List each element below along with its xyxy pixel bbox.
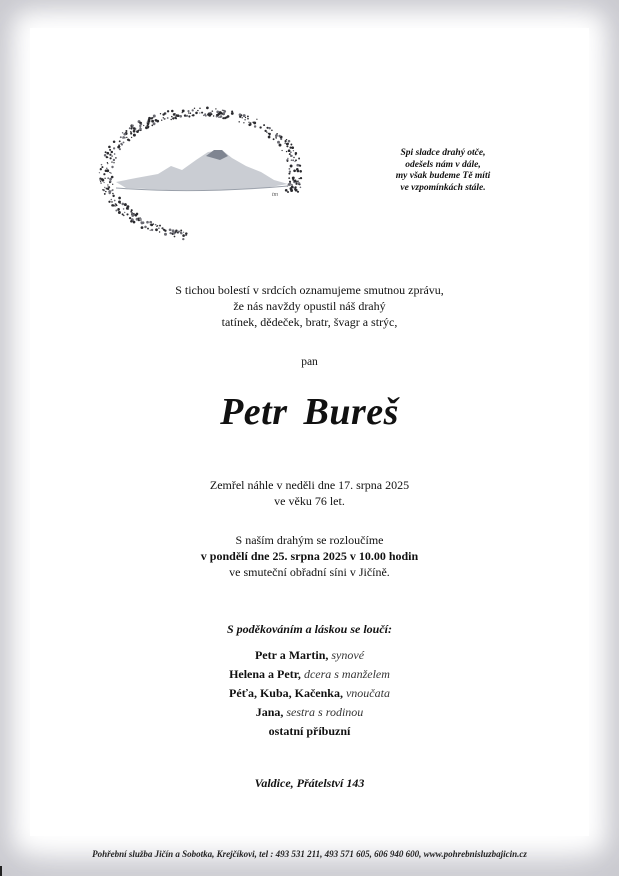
mourner-entry [0,722,619,741]
mourners-list [0,646,619,741]
salutation: pan [301,356,318,368]
announcement-line: S tichou bolestí v srdcích oznamujeme smutnou zprávu, [175,283,444,297]
death-date: Zemřel náhle v neděli dne 17. srpna 2025 [209,478,410,492]
mourner-names: Petr a Martin, [254,648,329,662]
mourner-entry [0,703,619,722]
mourner-relation: synové [331,648,365,662]
announcement-text [0,282,619,330]
mourner-entry [0,684,619,703]
announcement-line: tatínek, dědeček, bratr, švagr a strýc, [221,315,398,329]
mourner-relation: vnoučata [345,686,390,700]
mourner-names: Helena a Petr, [229,667,301,681]
svg-text:tm: tm [272,192,278,198]
poem-line: odešels nám v dále, [405,159,481,170]
funeral-intro: S naším drahým se rozloučíme [235,533,384,547]
first-name: Petr [220,391,288,433]
family-address: Valdice, Přátelství 143 [254,776,365,790]
poem-line: ve vzpomínkách stále. [400,182,486,193]
deceased-name [0,390,619,434]
mourner-relation: dcera s manželem [303,667,390,681]
mourner-entry [0,646,619,665]
landscape-emblem-icon [96,100,326,250]
mourner-relation: sestra s rodinou [286,705,364,719]
age: ve věku 76 let. [274,494,345,508]
funeral-date: v pondělí dne 25. srpna 2025 v 10.00 hodin [200,549,419,563]
other-relatives: ostatní příbuzní [268,724,351,738]
edge-mark [0,866,8,876]
last-name: Bureš [303,391,399,433]
funeral-service-footer: Pohřební služba Jičín a Sobotka, Krejčíkovi, tel : 493 531 211, 493 571 605, 606 940 600, www.pohrebnisluzbajicin.cz [92,849,527,859]
funeral-place: ve smuteční obřadní síni v Jičíně. [229,565,390,579]
mourner-names: Péťa, Kuba, Kačenka, [229,686,343,700]
mourners-heading: S poděkováním a láskou se loučí: [226,622,392,636]
poem-line: my však budeme Tě míti [395,171,491,181]
funeral-info [0,532,619,580]
announcement-line: že nás navždy opustil náš drahý [233,299,386,313]
poem-line: Spi sladce drahý otče, [400,148,486,158]
poem-block [372,148,514,194]
mourner-names: Jana, [255,705,284,719]
death-info [0,477,619,509]
mourner-entry [0,665,619,684]
